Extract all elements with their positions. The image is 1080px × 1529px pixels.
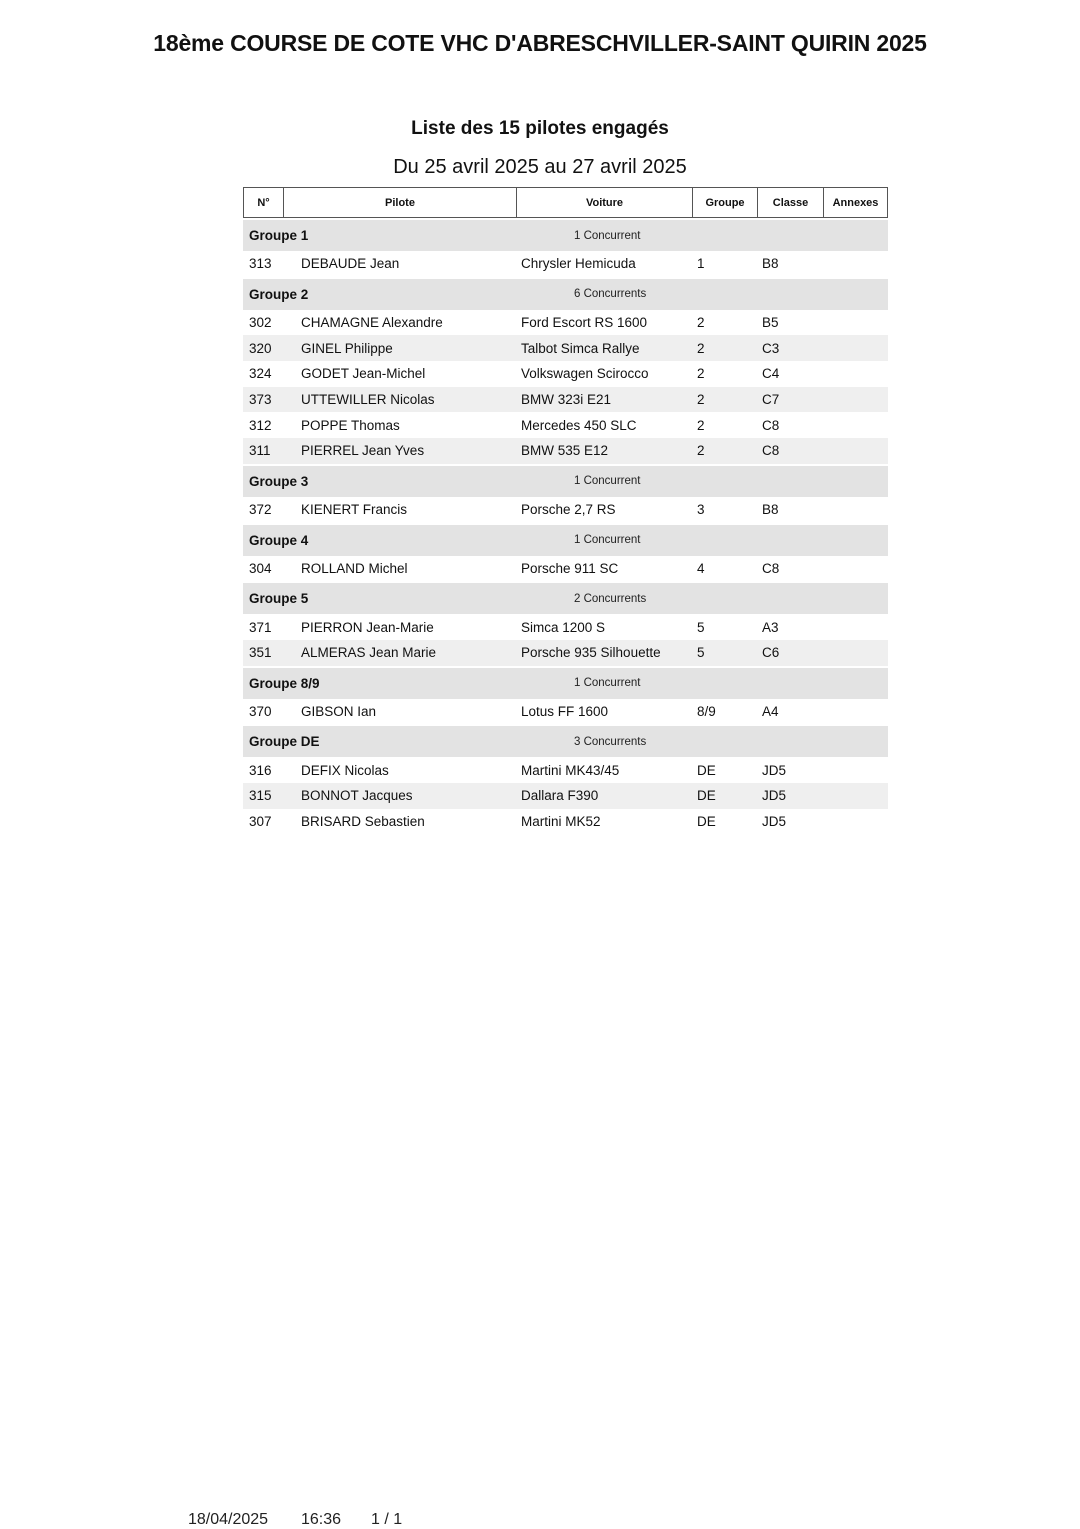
group-rows [243,251,888,277]
date-range: Du 25 avril 2025 au 27 avril 2025 [393,156,687,178]
cell-number: 312 [249,417,272,433]
cell-classe: A4 [762,703,779,719]
column-header-number: N° [244,188,284,217]
cell-pilote: BONNOT Jacques [301,788,413,804]
cell-classe: C8 [762,443,780,459]
document-subtitle: Liste des 15 pilotes engagés [411,118,669,139]
group-header [243,668,888,699]
column-header-voiture: Voiture [517,188,693,217]
group-header [243,220,888,251]
cell-pilote: GODET Jean-Michel [301,366,426,382]
cell-number: 324 [249,366,272,382]
cell-pilote: CHAMAGNE Alexandre [301,315,443,331]
cell-number: 315 [249,788,272,804]
cell-groupe: 2 [697,315,705,331]
cell-classe: JD5 [762,762,787,778]
table-header [243,187,888,218]
group-name: Groupe 5 [249,591,309,607]
group-rows [243,556,888,582]
cell-groupe: 5 [697,645,705,661]
cell-classe: C6 [762,645,780,661]
group-rows [243,757,888,834]
cell-classe: B8 [762,502,779,518]
table-row [243,497,888,523]
cell-groupe: 2 [697,443,705,459]
cell-classe: C8 [762,560,780,576]
cell-voiture: Volkswagen Scirocco [521,366,649,382]
cell-pilote: GIBSON Ian [301,703,377,719]
table-row [243,387,888,413]
group-rows [243,310,888,464]
cell-groupe: 3 [697,502,705,518]
group-name: Groupe 4 [249,532,309,548]
cell-groupe: DE [697,788,716,804]
cell-pilote: BRISARD Sebastien [301,813,425,829]
cell-classe: B5 [762,315,779,331]
cell-pilote: PIERRON Jean-Marie [301,619,434,635]
table-row [243,335,888,361]
cell-number: 311 [249,443,271,459]
cell-groupe: 2 [697,366,705,382]
footer-date: 18/04/2025 [188,1511,269,1528]
cell-pilote: GINEL Philippe [301,340,393,356]
cell-pilote: UTTEWILLER Nicolas [301,392,435,408]
group-header [243,525,888,556]
cell-groupe: DE [697,762,716,778]
cell-pilote: PIERREL Jean Yves [301,443,425,459]
group-count: 1 Concurrent [574,534,641,546]
group-rows [243,497,888,523]
cell-voiture: Mercedes 450 SLC [521,417,637,433]
cell-groupe: 5 [697,619,705,635]
group-header [243,279,888,310]
cell-voiture: Martini MK52 [521,813,601,829]
cell-classe: C7 [762,392,780,408]
table-row [243,809,888,835]
cell-voiture: Simca 1200 S [521,619,606,635]
cell-voiture: Porsche 2,7 RS [521,502,616,518]
cell-voiture: Talbot Simca Rallye [521,340,640,356]
cell-classe: JD5 [762,813,787,829]
table-row [243,438,888,464]
column-header-annexes: Annexes [832,196,879,209]
table-row [243,757,888,783]
cell-number: 351 [249,645,272,661]
cell-classe: C3 [762,340,780,356]
pilots-table [243,187,888,834]
group-name: Groupe 3 [249,473,309,489]
cell-pilote: ROLLAND Michel [301,560,408,576]
footer-page-number: 1 / 1 [371,1511,403,1528]
cell-number: 373 [249,392,272,408]
group-count: 3 Concurrents [574,735,647,748]
group-count: 6 Concurrents [574,288,647,301]
column-header-groupe: Groupe [693,188,758,217]
cell-number: 316 [249,762,272,778]
cell-number: 370 [249,703,272,719]
cell-classe: JD5 [762,788,787,804]
cell-voiture: Ford Escort RS 1600 [521,315,648,331]
table-row [243,251,888,277]
cell-pilote: KIENERT Francis [301,502,408,518]
cell-pilote: POPPE Thomas [301,417,400,433]
group-header [243,466,888,497]
footer-time: 16:36 [301,1511,342,1528]
cell-voiture: Chrysler Hemicuda [521,256,636,272]
table-row [243,412,888,438]
group-name: Groupe 8/9 [249,675,320,691]
cell-number: 372 [249,502,272,518]
table-row [243,614,888,640]
cell-groupe: 2 [697,417,705,433]
cell-voiture: Porsche 911 SC [521,560,619,576]
group-count: 1 Concurrent [574,677,641,690]
cell-classe: C4 [762,366,780,382]
cell-voiture: Martini MK43/45 [521,762,620,778]
table-row [243,640,888,666]
cell-groupe: 2 [697,340,705,356]
cell-groupe: 8/9 [697,703,716,719]
cell-groupe: 2 [697,392,705,408]
cell-voiture: BMW 535 E12 [521,443,609,459]
group-name: Groupe 2 [249,286,309,302]
cell-number: 371 [249,619,272,635]
table-row [243,556,888,582]
cell-classe: A3 [762,619,779,635]
cell-groupe: DE [697,813,716,829]
cell-pilote: DEBAUDE Jean [301,256,400,272]
cell-voiture: Porsche 935 Silhouette [521,645,661,661]
group-rows [243,699,888,725]
cell-number: 304 [249,560,272,576]
group-name: Groupe DE [249,734,320,750]
group-rows [243,614,888,665]
cell-number: 320 [249,340,272,356]
table-row [243,361,888,387]
cell-pilote: ALMERAS Jean Marie [301,645,437,661]
table-row [243,783,888,809]
cell-voiture: Dallara F390 [521,788,599,804]
group-header [243,726,888,757]
table-row [243,310,888,336]
cell-number: 307 [249,813,272,829]
group-count: 2 Concurrents [574,592,647,605]
table-row [243,699,888,725]
cell-voiture: Lotus FF 1600 [521,703,609,719]
group-name: Groupe 1 [249,228,309,243]
cell-classe: B8 [762,256,779,272]
table-body [243,220,888,834]
cell-pilote: DEFIX Nicolas [301,762,389,778]
cell-groupe: 4 [697,560,705,576]
cell-groupe: 1 [697,256,705,272]
cell-number: 313 [249,256,272,272]
group-count: 1 Concurrent [574,475,641,488]
cell-voiture: BMW 323i E21 [521,392,612,408]
column-header-classe: Classe [758,188,824,217]
column-header-pilote: Pilote [284,187,517,217]
group-count: 1 Concurrent [574,229,641,242]
group-header [243,583,888,614]
cell-number: 302 [249,315,272,331]
cell-classe: C8 [762,417,780,433]
document-title: 18ème COURSE DE COTE VHC D'ABRESCHVILLER-SAINT QUIRIN 2025 [153,30,927,56]
